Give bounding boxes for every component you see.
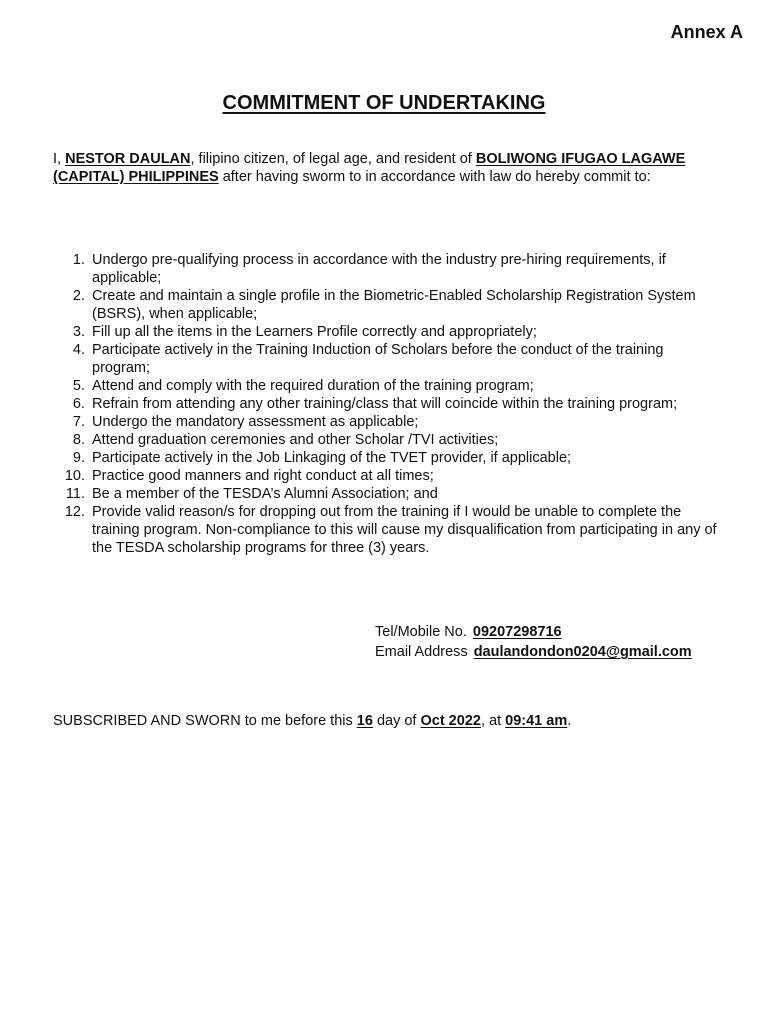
sworn-month-year: Oct 2022 bbox=[420, 713, 481, 729]
list-item-text: Provide valid reason/s for dropping out from the training if I would be unable to complete the training program. Non-compliance to this will cause my disqualification from participating in any of the TESDA scholarship programs for three (3) years. bbox=[92, 504, 717, 556]
list-item-number: 10. bbox=[64, 468, 85, 484]
list-item bbox=[53, 485, 718, 503]
list-item bbox=[53, 377, 718, 395]
list-item-number: 9. bbox=[72, 450, 85, 466]
list-item-text: Be a member of the TESDA’s Alumni Association; and bbox=[92, 486, 438, 502]
list-item-text: Participate actively in the Job Linkaging of the TVET provider, if applicable; bbox=[92, 450, 572, 466]
list-item bbox=[53, 341, 718, 377]
email-value: daulandondon0204@gmail.com bbox=[473, 644, 692, 660]
list-item-number: 2. bbox=[72, 288, 85, 304]
list-item bbox=[53, 413, 718, 431]
list-item bbox=[53, 251, 718, 287]
list-item-text: Refrain from attending any other training/class that will coincide within the training program; bbox=[92, 396, 678, 412]
commitment-list bbox=[53, 251, 718, 557]
list-item-number: 8. bbox=[72, 432, 85, 448]
tel-row bbox=[375, 622, 692, 642]
list-item bbox=[53, 431, 718, 449]
list-item-number: 4. bbox=[72, 342, 85, 358]
sworn-time: 09:41 am bbox=[505, 713, 568, 729]
email-row bbox=[375, 642, 692, 662]
list-item-text: Fill up all the items in the Learners Profile correctly and appropriately; bbox=[92, 324, 537, 340]
list-item bbox=[53, 323, 718, 341]
intro-middle: , filipino citizen, of legal age, and resident of bbox=[190, 151, 476, 167]
list-item-text: Attend graduation ceremonies and other Scholar /TVI activities; bbox=[92, 432, 499, 448]
document-title bbox=[0, 92, 768, 115]
list-item-text: Undergo the mandatory assessment as applicable; bbox=[92, 414, 419, 430]
sworn-day: 16 bbox=[356, 713, 373, 729]
tel-label: Tel/Mobile No. bbox=[375, 624, 467, 640]
intro-suffix: after having sworm to in accordance with law do hereby commit to: bbox=[218, 169, 651, 185]
sworn-prefix: SUBSCRIBED AND SWORN to me before this bbox=[53, 713, 357, 729]
list-item bbox=[53, 449, 718, 467]
list-item-text: Practice good manners and right conduct at all times; bbox=[92, 468, 434, 484]
list-item bbox=[53, 503, 718, 557]
sworn-suffix: . bbox=[567, 713, 572, 729]
document-title-text: COMMITMENT OF UNDERTAKING bbox=[222, 92, 546, 114]
list-item-text: Undergo pre-qualifying process in accordance with the industry pre-hiring requirements, if applicable; bbox=[92, 252, 666, 286]
sworn-mid1: day of bbox=[372, 713, 421, 729]
list-item-text: Attend and comply with the required duration of the training program; bbox=[92, 378, 534, 394]
list-item-number: 5. bbox=[72, 378, 85, 394]
list-item-number: 3. bbox=[72, 324, 85, 340]
list-item bbox=[53, 467, 718, 485]
list-item bbox=[53, 395, 718, 413]
tel-value: 09207298716 bbox=[472, 624, 562, 640]
declarant-address: BOLIWONG IFUGAO LAGAWE (CAPITAL) PHILIPPINES bbox=[53, 151, 686, 185]
intro-paragraph bbox=[53, 150, 723, 186]
declarant-name: NESTOR DAULAN bbox=[65, 151, 191, 167]
contact-block bbox=[375, 622, 692, 662]
sworn-statement bbox=[53, 712, 571, 730]
list-item-text: Create and maintain a single profile in the Biometric-Enabled Scholarship Registration System (BSRS), when applicable; bbox=[92, 288, 696, 322]
sworn-mid2: , at bbox=[480, 713, 506, 729]
list-item-number: 7. bbox=[72, 414, 85, 430]
list-item-number: 11. bbox=[65, 486, 85, 502]
list-item-number: 6. bbox=[72, 396, 85, 412]
annex-label: Annex A bbox=[670, 22, 743, 42]
intro-prefix: I, bbox=[53, 151, 66, 167]
list-item-text: Participate actively in the Training Induction of Scholars before the conduct of the training program; bbox=[92, 342, 664, 376]
list-item-number: 1. bbox=[72, 252, 85, 268]
email-label: Email Address bbox=[375, 644, 468, 660]
list-item-number: 12. bbox=[64, 504, 85, 520]
list-item bbox=[53, 287, 718, 323]
